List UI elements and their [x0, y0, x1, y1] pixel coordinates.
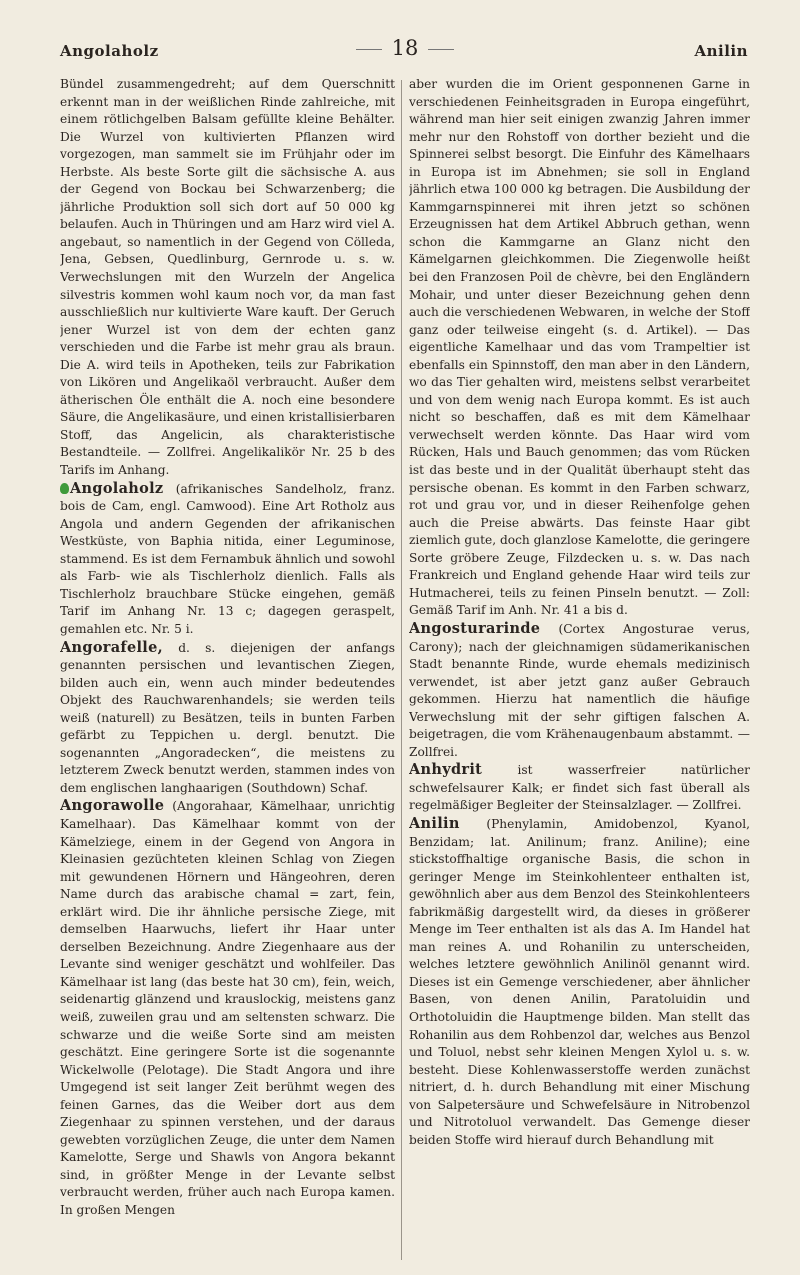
page-number-line: [60, 36, 750, 60]
header-dash-left: [356, 49, 382, 50]
entry-anhydrit: [409, 761, 750, 815]
header-right-word: Anilin: [694, 42, 748, 60]
entry-text: d. s. diejenigen der anfangs genannten persischen und levantischen Ziegen, bilden auch ein, wenn auch minder bedeutendes Objekt des Rauchwarenhandels; sie werden teils weiß (naturell) zu Besätzen, teils in bunten Farben gefärbt zu Teppichen u. dergl. benutzt. Die sogenannten „Angoradecken“, die meistens zu letzterem Zweck benutzt werden, stammen indes von dem englischen langhaarigen (Southdown) Schaf.: [60, 640, 395, 795]
entry-keyword: Anilin: [409, 814, 460, 832]
entry-text: ist wasserfreier natürlicher schwefelsaurer Kalk; er findet sich fast überall als regelmäßiger Begleiter der Steinsalzlager. — Zollfrei.: [409, 763, 750, 813]
green-marker-icon: [60, 483, 69, 494]
column-divider: [401, 80, 402, 1260]
entry-keyword: Angosturarinde: [409, 619, 541, 637]
entry-keyword: Angorafelle,: [60, 638, 163, 656]
entry-angorafelle: [60, 639, 395, 798]
right-column: [409, 76, 750, 1266]
entry-keyword: Anhydrit: [409, 761, 483, 779]
entry-angolaholz: [60, 480, 395, 639]
angelika-continuation: Bündel zusammengedreht; auf dem Querschnitt erkennt man in der weißlichen Rinde zahlreiche, mit einem rötlichgelben Balsam gefüllte kleine Behälter. Die Wurzel von kultivierten Pflanzen wird vorgezogen, man sammelt sie im Frühjahr oder im Herbste. Als beste Sorte gilt die sächsische A. aus der Gegend von Bockau bei Schwarzenberg; die jährliche Produktion soll sich dort auf 50 000 kg belaufen. Auch in Thüringen und am Harz wird viel A. angebaut, so namentlich in der Gegend von Cölleda, Jena, Gebsen, Quedlinburg, Gernrode u. s. w. Verwechslungen mit den Wurzeln der Angelica silvestris kommen wohl kaum noch vor, da man fast ausschließlich nur kultivierte Ware kauft. Der Geruch jener Wurzel ist von dem der echten ganz verschieden und die Farbe ist mehr grau als braun. Die A. wird teils in Apotheken, teils zur Fabrikation von Likören und Angelikaöl verbraucht. Außer dem ätherischen Öle enthält die A. noch eine besondere Säure, die Angelikasäure, und einen kristallisierbaren Stoff, das Angelicin, als charakteristische Bestandteile. — Zollfrei. Angelikalikör Nr. 25 b des Tarifs im Anhang.: [60, 77, 395, 478]
entry-keyword: Angorawolle: [60, 797, 165, 815]
entry-angorawolle: [60, 797, 395, 1219]
entry-text: (Cortex Angosturae verus, Carony); nach der gleichnamigen südamerikanischen Stadt benannte Rinde, wurde ehemals medizinisch verwendet, ist aber jetzt ganz außer Gebrauch gekommen. Hierzu hat namentlich die häufige Verwechslung mit der sehr giftigen falschen A. beigetragen, die vom Krähenaugenbaum abstammt. — Zollfrei.: [409, 621, 750, 759]
page-number: 18: [391, 36, 419, 60]
entry-anilin: [409, 815, 750, 1149]
running-header: [60, 36, 750, 64]
entry-angosturarinde: [409, 620, 750, 761]
entry-text: (afrikanisches Sandelholz, franz. bois de Cam, engl. Camwood). Eine Art Rotholz aus Angola und andern Gegenden der afrikanischen Westküste, von Baphia nitida, einer Leguminose, stammend. Es ist dem Fernambuk ähnlich und sowohl als Farb- wie als Tischlerholz dienlich. Falls als Tischlerholz brauchbare Stücke eingehen, gemäß Tarif im Anhang Nr. 13 c; dagegen geraspelt, gemahlen etc. Nr. 5 i.: [60, 481, 395, 636]
header-dash-right: [428, 49, 454, 50]
entry-text: (Phenylamin, Amidobenzol, Kyanol, Benzidam; lat. Anilinum; franz. Aniline); eine stickstoffhaltige organische Basis, die schon in geringer Menge im Steinkohlenteer enthalten ist, gewöhnlich aber aus dem Benzol des Steinkohlenteers fabrikmäßig dargestellt wird, da dieses in größerer Menge im Teer enthalten ist als das A. Im Handel hat man reines A. und Rohanilin zu unterscheiden, welches letztere gewöhnlich Anilinöl genannt wird. Dieses ist ein Gemenge verschiedener, aber ähnlicher Basen, von denen Anilin, Paratoluidin und Orthotoluidin die Hauptmenge bilden. Man stellt das Rohanilin aus dem Rohbenzol dar, welches aus Benzol und Toluol, nebst sehr kleinen Mengen Xylol u. s. w. besteht. Diese Kohlenwasserstoffe werden zunächst nitriert, d. h. durch Behandlung mit einer Mischung von Salpetersäure und Schwefelsäure in Nitrobenzol und Nitrotoluol verwandelt. Das Gemenge dieser beiden Stoffe wird hierauf durch Behandlung mit: [409, 816, 750, 1147]
left-column: [60, 76, 395, 1266]
angorawolle-continuation: aber wurden die im Orient gesponnenen Garne in verschiedenen Feinheitsgraden in Europa eingeführt, während man hier seit einigen zwanzig Jahren immer mehr nur den Rohstoff von dorther bezieht und die Spinnerei selbst besorgt. Die Einfuhr des Kämelhaars in Europa ist im Abnehmen; sie soll in England jährlich etwa 100 000 kg betragen. Die Ausbildung der Kammgarnspinnerei mit ihren jetzt so schönen Erzeugnissen hat dem Artikel Abbruch gethan, wenn schon die Kammgarne an Glanz nicht den Kämelgarnen gleichkommen. Die Ziegenwolle heißt bei den Franzosen Poil de chèvre, bei den Engländern Mohair, und unter dieser Bezeichnung gehen denn auch die verschiedenen Webwaren, in welche der Stoff ganz oder teilweise eingeht (s. d. Artikel). — Das eigentliche Kamelhaar und das vom Trampeltier ist ebenfalls ein Spinnstoff, den man aber in den Ländern, wo das Tier gehalten wird, meistens selbst verarbeitet und von dem wenig nach Europa kommt. Es ist auch nicht so beschaffen, daß es mit dem Kämelhaar verwechselt werden könnte. Das Haar wird vom Rücken, Hals und Bauch genommen; das vom Rücken ist das beste und in der Qualität überhaupt steht das persische obenan. Es kommt in den Farben schwarz, rot und grau vor, und in dieser Reihenfolge gehen auch die Preise abwärts. Das feinste Haar gibt ziemlich gute, doch glanzlose Kamelotte, die geringere Sorte gröbere Zeuge, Filzdecken u. s. w. Das nach Frankreich und England gehende Haar wird teils zur Hutmacherei, teils zu feinen Pinseln benutzt. — Zoll: Gemäß Tarif im Anh. Nr. 41 a bis d.: [409, 77, 750, 618]
entry-keyword: Angolaholz: [70, 479, 164, 497]
entry-text: (Angorahaar, Kämelhaar, unrichtig Kamelhaar). Das Kämelhaar kommt von der Kämelziege, einem in der Gegend von Angora in Kleinasien gezüchteten kleinen Schlag von Ziegen mit gewundenen Hörnern und Hängeohren, deren Name durch das arabische chamal = zart, fein, erklärt wird. Die ihr ähnliche persische Ziege, mit demselben Haarwuchs, liefert ihr Haar unter derselben Bezeichnung. Andre Ziegenhaare aus der Levante sind weniger geschätzt und wohlfeiler. Das Kämelhaar ist lang (das beste hat 30 cm), fein, weich, seidenartig glänzend und krauslockig, meistens ganz weiß, zuweilen grau und am seltensten schwarz. Die schwarze und die weiße Sorte sind am meisten geschätzt. Eine geringere Sorte ist die sogenannte Wickelwolle (Pelotage). Die Stadt Angora und ihre Umgegend ist seit langer Zeit berühmt wegen des feinen Garnes, das die Weiber dort aus dem Ziegenhaar zu spinnen verstehen, und der daraus gewebten vorzüglichen Zeuge, die unter dem Namen Kamelotte, Serge und Shawls von Angora bekannt sind, in größter Menge in der Levante selbst verbraucht werden, früher auch nach Europa kamen. In großen Mengen: [60, 799, 395, 1217]
header-left-word: Angolaholz: [60, 42, 159, 60]
